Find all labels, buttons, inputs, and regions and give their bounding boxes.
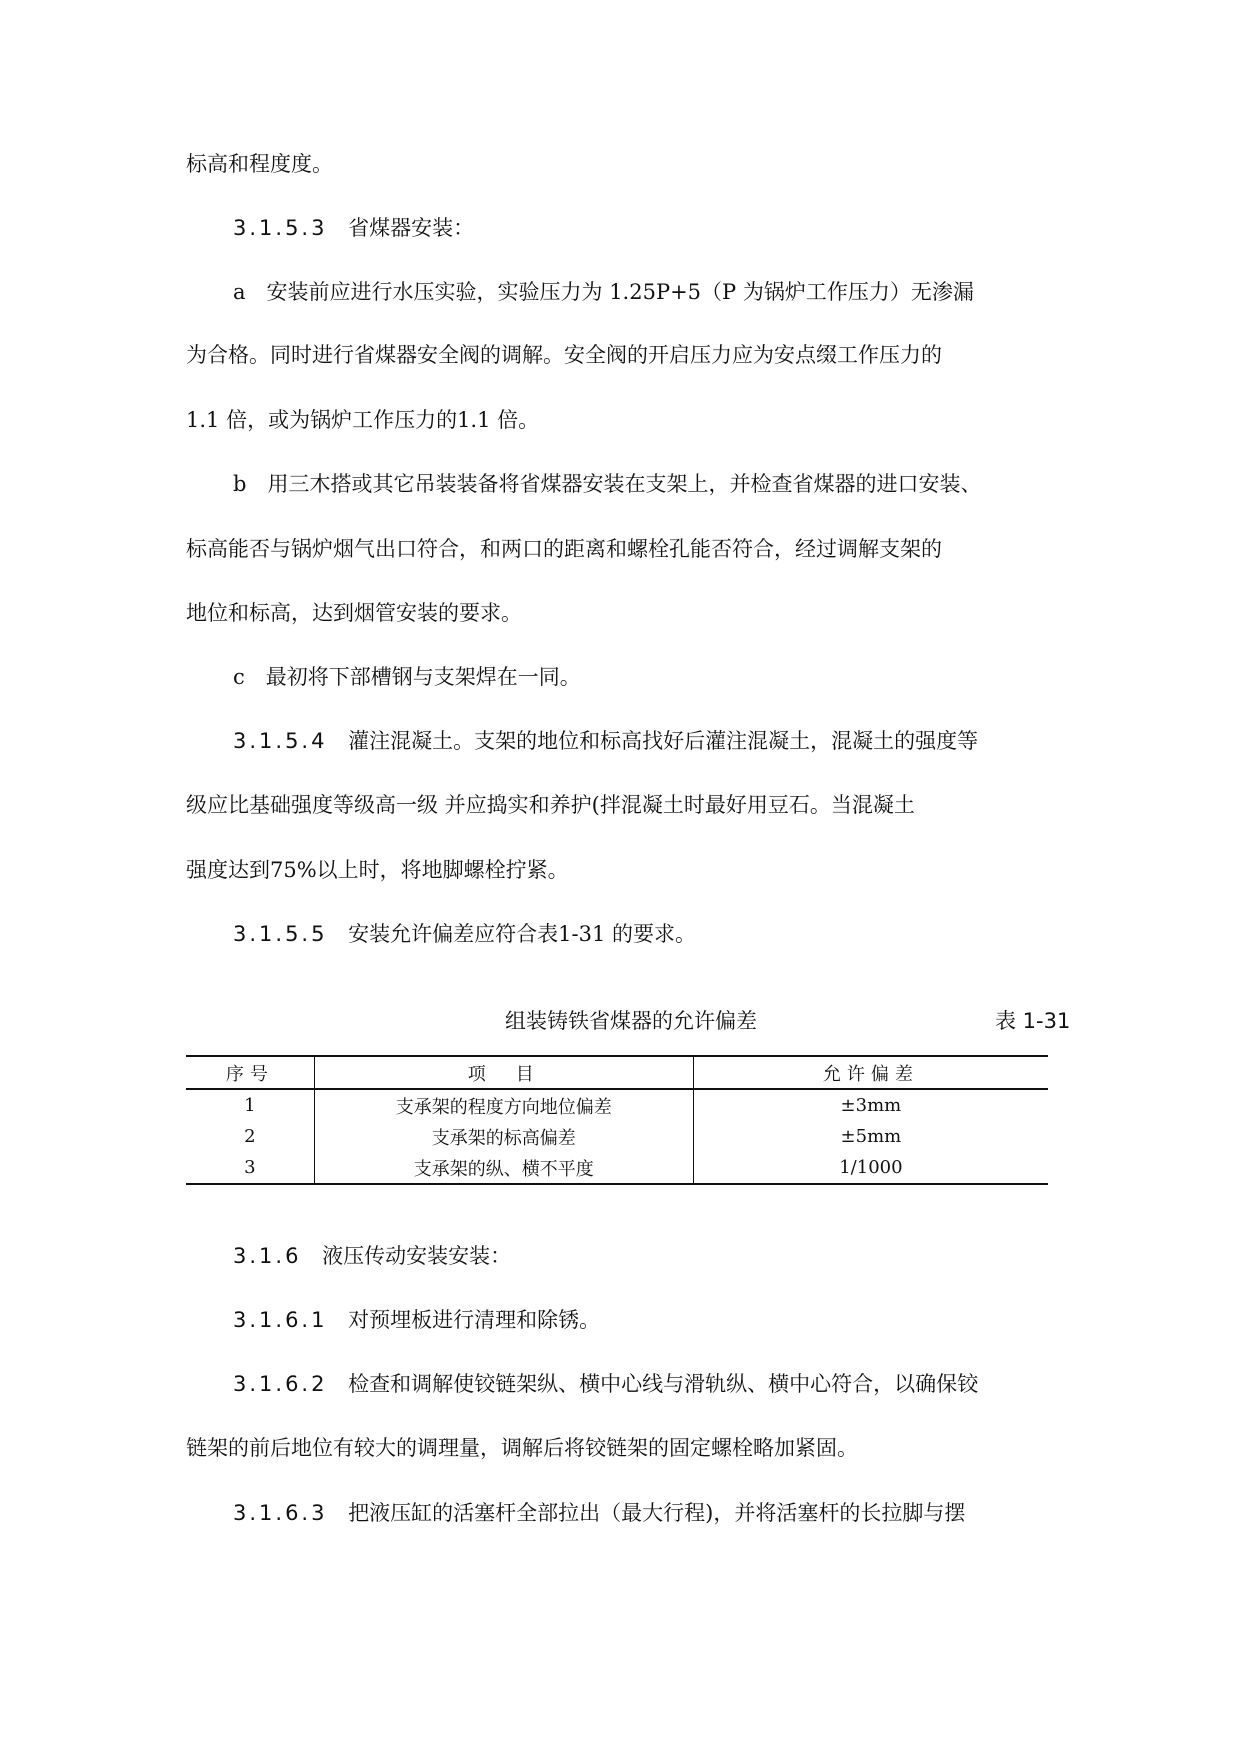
line-p07: 标高能否与锅炉烟气出口符合，和两口的距离和螺栓孔能否符合，经过调解支架的 [186,537,942,561]
cell-seq: 1 [186,1089,314,1121]
section-text: 把液压缸的活塞杆全部拉出（最大行程)，并将活塞杆的长拉脚与摆 [348,1501,966,1525]
line-p18 [233,1499,965,1527]
cell-tolerance: ±3mm [840,1095,902,1116]
cell-tolerance: ±5mm [840,1126,902,1147]
cell-item: 支承架的标高偏差 [314,1121,693,1152]
line-p08: 地位和标高，达到烟管安装的要求。 [186,601,522,625]
section-number: 3.1.6.1 [233,1308,328,1332]
line-p10 [233,727,978,755]
section-text: 灌注混凝土。支架的地位和标高找好后灌注混凝土，混凝土的强度等 [348,729,979,753]
section-text: 对预埋板进行清理和除锈。 [348,1308,601,1332]
line-p13 [233,920,696,948]
line-p06: b 用三木搭或其它吊装装备将省煤器安装在支架上，并检查省煤器的进口安装、 [233,472,982,496]
section-text: 安装允许偏差应符合表1-31 的要求。 [348,922,697,946]
cell-tolerance: 1/1000 [839,1157,903,1178]
line-p05: 1.1 倍，或为锅炉工作压力的1.1 倍。 [186,408,540,432]
table-row [186,1121,1048,1152]
line-p12: 强度达到75%以上时，将地脚螺栓拧紧。 [186,858,569,882]
table-title: 组装铸铁省煤器的允许偏差 [505,1009,757,1033]
line-p04: 为合格。同时进行省煤器安全阀的调解。安全阀的开启压力应为安点缀工作压力的 [186,343,942,367]
line-p09: c 最初将下部槽钢与支架焊在一同。 [233,665,581,689]
header-item: 项 目 [314,1056,693,1089]
line-p17: 链架的前后地位有较大的调理量，调解后将铰链架的固定螺栓略加紧固。 [186,1436,858,1460]
section-number: 3.1.6.3 [233,1501,328,1525]
line-p11: 级应比基础强度等级高一级 并应捣实和养护(拌混凝土时最好用豆石。当混凝土 [186,793,915,817]
section-number: 3.1.5.4 [233,729,328,753]
cell-item: 支承架的纵、横不平度 [314,1152,693,1184]
table-number: 表 1-31 [995,1009,1071,1033]
section-number: 3.1.6.2 [233,1372,328,1396]
line-p01: 标高和程度度。 [186,152,333,176]
header-seq: 序号 [186,1056,314,1089]
section-number: 3.1.5.5 [233,922,328,946]
section-text: 液压传动安装安装： [322,1244,512,1268]
line-p03: a 安装前应进行水压实验，实验压力为 1.25P+5（P 为锅炉工作压力）无渗漏 [233,280,974,304]
section-number: 3.1.5.3 [233,216,328,240]
line-p02 [233,214,474,242]
section-number: 3.1.6 [233,1244,302,1268]
line-p15 [233,1306,600,1334]
table-header-row [186,1056,1048,1089]
cell-seq: 2 [186,1121,314,1152]
line-p16 [233,1370,978,1398]
tolerance-table [186,1055,1048,1185]
cell-seq: 3 [186,1152,314,1184]
section-text: 检查和调解使铰链架纵、横中心线与滑轨纵、横中心符合，以确保铰 [348,1372,979,1396]
header-tolerance: 允许偏差 [822,1063,919,1085]
line-p14 [233,1242,511,1270]
section-text: 省煤器安装： [348,216,475,240]
cell-item: 支承架的程度方向地位偏差 [314,1089,693,1121]
table-row [186,1089,1048,1121]
table-row [186,1152,1048,1184]
